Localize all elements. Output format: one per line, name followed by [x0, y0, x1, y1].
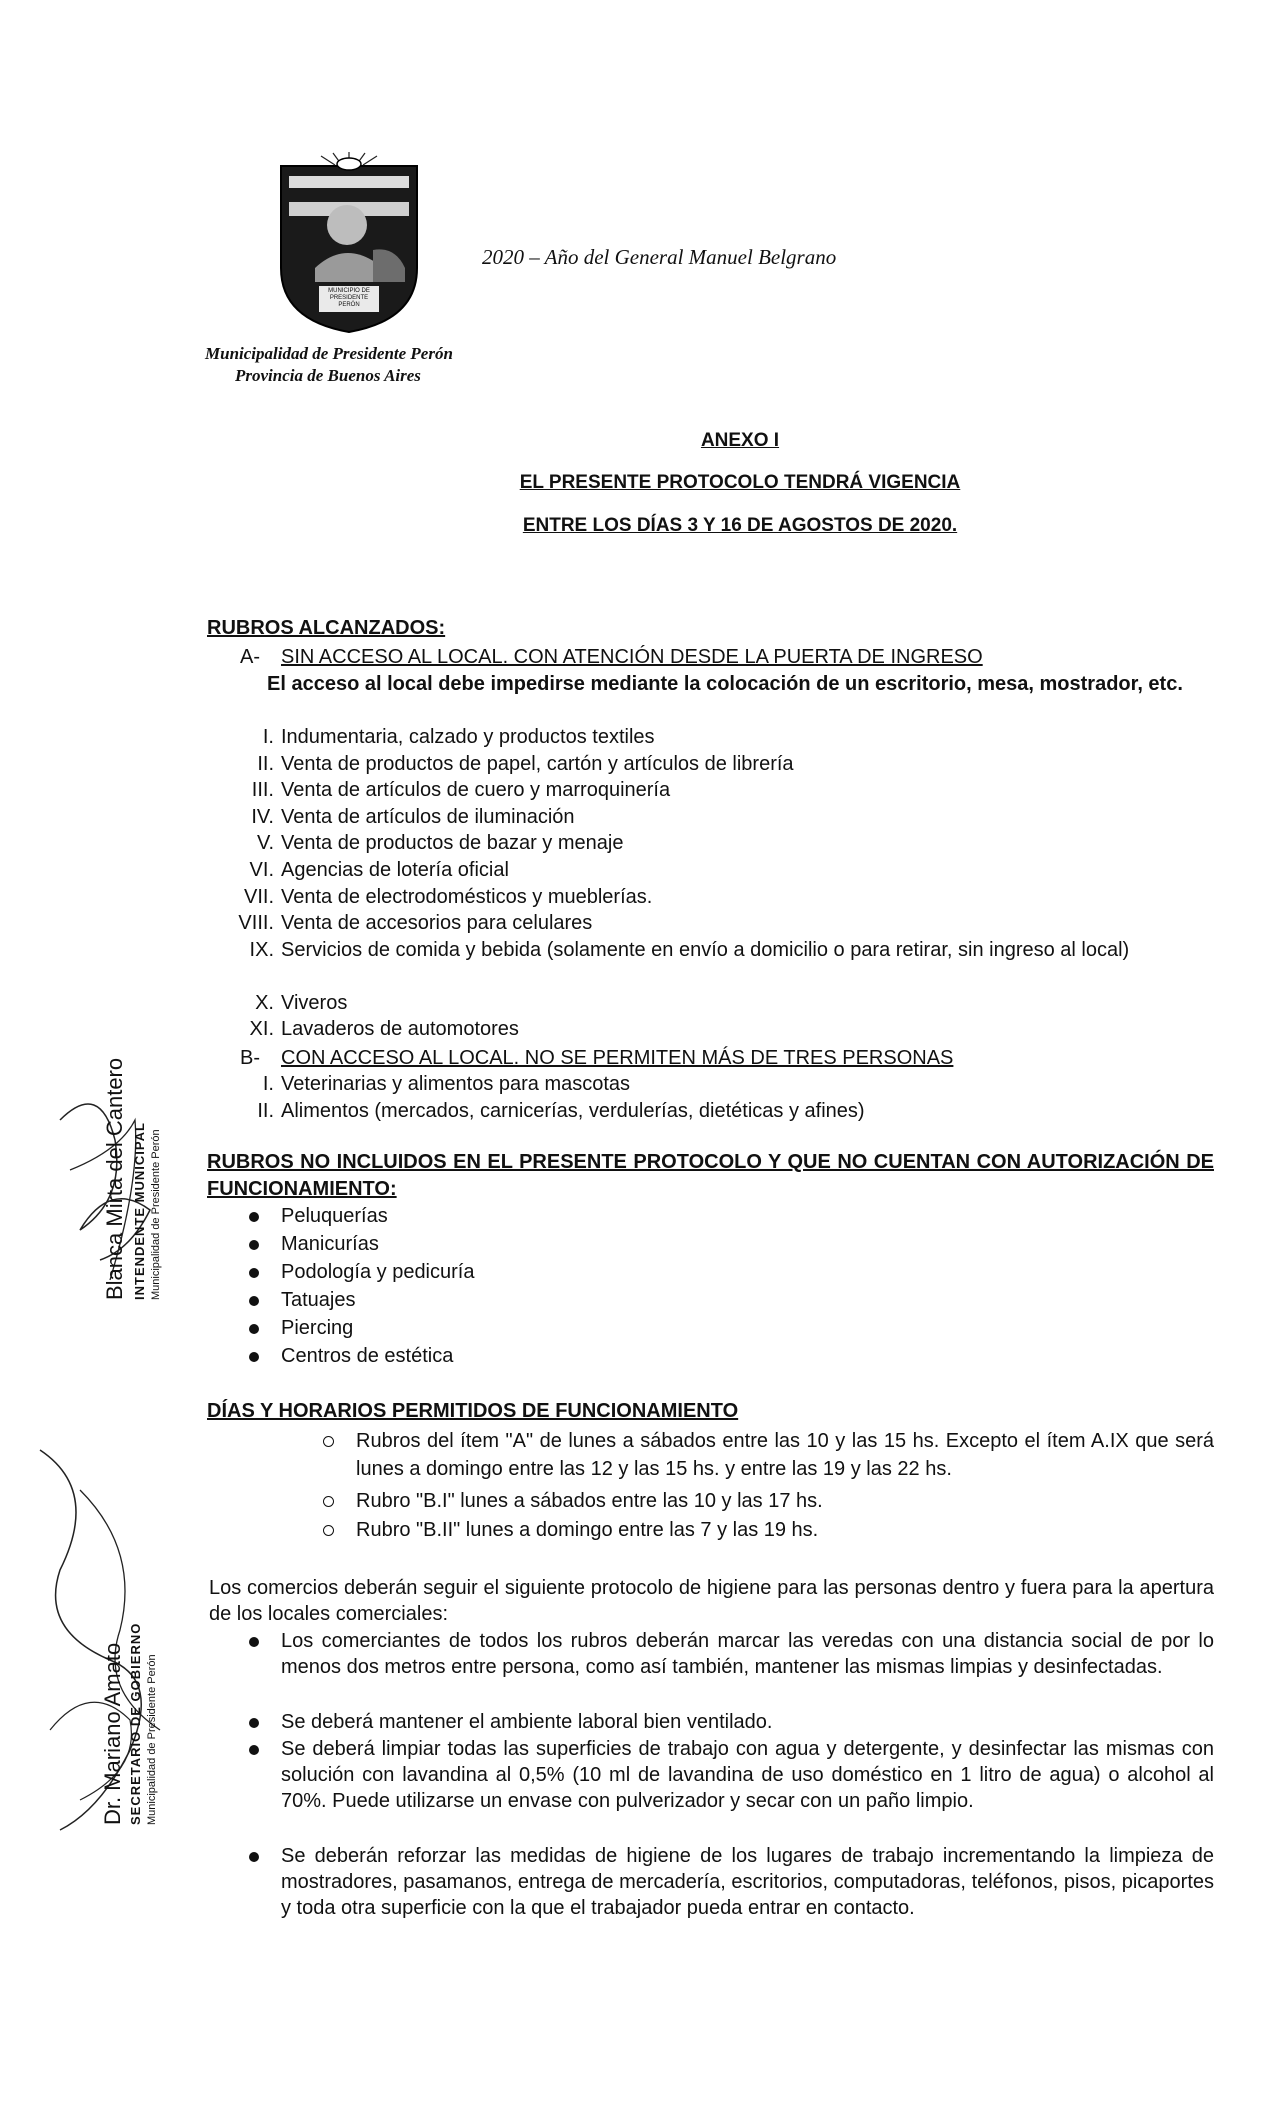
circle-bullet	[323, 1436, 334, 1447]
hygiene-item: Se deberá limpiar todas las superficies de trabajo con agua y detergente, y desinfectar las mismas con solución con lavandina al 0,5% (10 ml de lavandina de uso doméstico en 1 litro de agua) o alcohol al 70%. Puede utilizarse un envase con pulverizador y secar con un paño limpio.	[281, 1738, 1214, 1812]
signature-1-name: Blanca Mirta del Cantero	[102, 1057, 127, 1300]
list-item-text: Venta de accesorios para celulares	[281, 912, 593, 935]
list-item-number: XI.	[249, 1018, 274, 1041]
bullet-dot	[249, 1352, 259, 1362]
province-name: Provincia de Buenos Aires	[235, 366, 421, 385]
signature-2-name: Dr. Mariano Amato	[100, 1642, 125, 1825]
excluded-item: Manicurías	[281, 1233, 379, 1255]
excluded-heading: RUBROS NO INCLUIDOS EN EL PRESENTE PROTOCOLO Y QUE NO CUENTAN CON AUTORIZACIÓN DE FUNCIONAMIENTO:	[207, 1151, 1214, 1200]
bullet-dot	[249, 1745, 259, 1755]
list-item-number: VI.	[249, 859, 274, 881]
list-item-text: Venta de electrodomésticos y mueblerías.	[281, 885, 653, 908]
signature-2-title: SECRETARIO DE GOBIERNO	[128, 1622, 143, 1825]
annex-title: ANEXO I	[700, 430, 780, 451]
hygiene-item: Los comerciantes de todos los rubros deberán marcar las veredas con una distancia social de por lo menos dos metros entre persona, como así también, mantener las mismas limpias y desinfectadas.	[281, 1630, 1214, 1678]
list-item-number: VII.	[243, 885, 274, 908]
bullet-dot	[249, 1268, 259, 1278]
excluded-item: Piercing	[281, 1317, 354, 1339]
list-item-number: II.	[257, 752, 274, 775]
list-item-text: Venta de artículos de cuero y marroquinería	[281, 779, 671, 802]
schedule-heading: DÍAS Y HORARIOS PERMITIDOS DE FUNCIONAMIENTO	[207, 1400, 739, 1422]
section-a-title: SIN ACCESO AL LOCAL. CON ATENCIÓN DESDE LA PUERTA DE INGRESO	[281, 646, 983, 668]
signature-1-org: Municipalidad de Presidente Perón	[150, 1129, 162, 1300]
list-item-text: Venta de productos de papel, cartón y artículos de librería	[281, 752, 794, 775]
bullet-dot	[249, 1718, 259, 1728]
list-item-text: Venta de artículos de iluminación	[281, 805, 575, 828]
list-item-number: IX.	[249, 938, 274, 961]
hygiene-item: Se deberá mantener el ambiente laboral bien ventilado.	[281, 1711, 773, 1733]
list-item-text: Viveros	[281, 991, 348, 1014]
annex-line-1: EL PRESENTE PROTOCOLO TENDRÁ VIGENCIA	[519, 472, 961, 493]
schedule-item: Rubro "B.I" lunes a sábados entre las 10 y las 17 hs.	[356, 1490, 823, 1512]
excluded-item: Tatuajes	[281, 1289, 356, 1311]
hygiene-intro: Los comercios deberán seguir el siguiente protocolo de higiene para las personas dentro y fuera para la apertura de los locales comerciales:	[209, 1577, 1214, 1625]
list-item-text: Veterinarias y alimentos para mascotas	[281, 1073, 631, 1095]
signature-2-org: Municipalidad de Presidente Perón	[146, 1654, 158, 1825]
list-item-number: VIII.	[238, 912, 274, 935]
signature-intendente	[40, 1057, 180, 1310]
section-a-letter: A-	[240, 646, 260, 668]
schedule-item: Rubro "B.II" lunes a domingo entre las 7 y las 19 hs.	[356, 1519, 819, 1541]
circle-bullet	[323, 1525, 334, 1536]
list-item-number: V.	[256, 832, 274, 855]
list-item-text: Agencias de lotería oficial	[281, 859, 509, 881]
bullet-dot	[249, 1240, 259, 1250]
list-item-number: II.	[257, 1100, 274, 1122]
excluded-item: Centros de estética	[281, 1345, 454, 1367]
excluded-item: Podología y pedicuría	[281, 1261, 475, 1283]
list-item-text: Lavaderos de automotores	[281, 1018, 519, 1041]
municipality-header	[205, 343, 453, 387]
list-item-text: Indumentaria, calzado y productos textiles	[281, 726, 655, 748]
bullet-dot	[249, 1637, 259, 1647]
signature-secretario	[20, 1430, 180, 1850]
list-item-number: I.	[262, 1073, 274, 1095]
list-item-text: Servicios de comida y bebida (solamente en envío a domicilio o para retirar, sin ingreso al local)	[281, 938, 1130, 961]
schedule-item: Rubros del ítem "A" de lunes a sábados entre las 10 y las 15 hs. Excepto el ítem A.IX que será lunes a domingo entre las 12 y las 15 hs. y entre las 19 y las 22 hs.	[356, 1430, 1214, 1480]
list-item-number: X.	[255, 991, 274, 1014]
bullet-dot	[249, 1296, 259, 1306]
municipal-seal	[275, 150, 423, 335]
year-motto: 2020 – Año del General Manuel Belgrano	[482, 245, 837, 269]
list-item-number: IV.	[251, 805, 274, 828]
list-item-text: Venta de productos de bazar y menaje	[281, 832, 624, 855]
annex-line-2: ENTRE LOS DÍAS 3 Y 16 DE AGOSTOS DE 2020.	[522, 515, 958, 536]
seal-text: MUNICIPIO DE PRESIDENTE PERÓN	[328, 288, 370, 308]
section-b-title: CON ACCESO AL LOCAL. NO SE PERMITEN MÁS DE TRES PERSONAS	[281, 1047, 954, 1069]
bullet-dot	[249, 1324, 259, 1334]
circle-bullet	[323, 1496, 334, 1507]
list-item-number: III.	[251, 779, 274, 802]
bullet-dot	[249, 1212, 259, 1222]
municipality-name: Municipalidad de Presidente Perón	[205, 344, 453, 363]
list-item-text: Alimentos (mercados, carnicerías, verdulerías, dietéticas y afines)	[281, 1100, 865, 1122]
section-a-note: El acceso al local debe impedirse mediante la colocación de un escritorio, mesa, mostrador, etc.	[267, 673, 1183, 695]
signature-1-title: INTENDENTE MUNICIPAL	[132, 1122, 147, 1300]
excluded-item: Peluquerías	[281, 1205, 388, 1227]
hygiene-item: Se deberán reforzar las medidas de higiene de los lugares de trabajo incrementando la limpieza de mostradores, pasamanos, entrega de mercadería, escritorios, computadoras, teléfonos, pisos, picaportes y toda otra superficie con la que el trabajador pueda entrar en contacto.	[281, 1845, 1214, 1919]
bullet-dot	[249, 1852, 259, 1862]
rubros-heading: RUBROS ALCANZADOS:	[207, 617, 446, 639]
list-item-number: I.	[262, 726, 274, 748]
section-b-letter: B-	[240, 1047, 260, 1069]
